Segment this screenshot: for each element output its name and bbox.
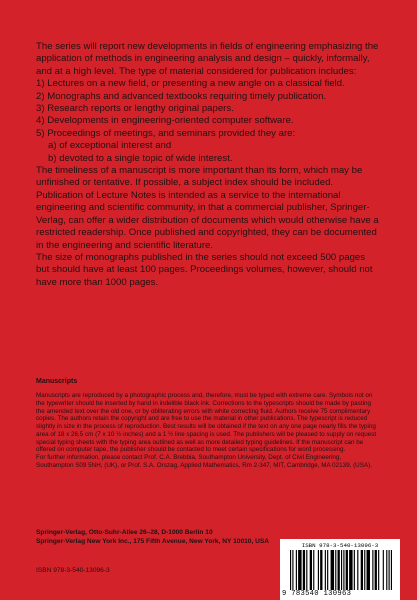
contact-paragraph: For further information, please contact Prof. C.A. Brebbia, Southampton University, Dept. of Civil Engineering, Southampton S09 5NH, (UK), or Prof. S.A. Orszag, Applied Mathematics, Rm 2-347, MIT, Cambridge, MA 02139, (USA). bbox=[36, 454, 372, 469]
address-berlin: Springer-Verlag, Otto-Suhr-Allee 26–28, D-1000 Berlin 10 bbox=[36, 529, 213, 536]
material-types-list bbox=[36, 78, 380, 165]
manuscripts-heading: Manuscripts bbox=[36, 378, 78, 385]
list-item: 2) Monographs and advanced textbooks requiring timely publication. bbox=[36, 90, 327, 102]
barcode-digits: 9 783540 130963 bbox=[282, 590, 352, 598]
list-item: 3) Research reports or lengthy original papers. bbox=[36, 103, 234, 115]
barcode-bars-icon bbox=[290, 550, 392, 592]
barcode-isbn-text: ISBN 978-3-540-13096-3 bbox=[301, 542, 379, 549]
intro-paragraph: The series will report new developments in fields of engineering emphasizing the application of methods in engineering analysis and design – quickly, informally, and at a high level. The type of material considered for publication includes: bbox=[36, 41, 379, 77]
manuscripts-section bbox=[36, 378, 380, 470]
publication-paragraph: Publication of Lecture Notes is intended as a service to the international engineering and scientific community, in that a commercial publisher, Springer-Verlag, can offer a wider distribution of documents which would otherwise have a restricted readership. Once published and copyrighted, they can be documented in the engineering and scientific literature. bbox=[36, 189, 379, 251]
manuscripts-paragraph: Manuscripts are reproduced by a photographic process and, therefore, must be typed with extreme care. Symbols not on the typewriter should be inserted by hand in indelible black ink. Corrections to the typescripts should be made by pasting the amended text over the old one, or by obliterating errors with white correcting fluid. Authors receive 75 complimentary copies. The authors retain the copyright and are free to use the material in other publications. The typescript is reduced slightly in size in the process of reproduction. Best results will be obtained if the text on any one page nearly fills the typing area of 18 x 26.5 cm (7 x 10 ½ inches) and a 1 ½ line spacing is used. The publishers will be pleased to supply on request special typing sheets with the typing area outlined as well as more detailed typing guidelines. If the manuscript can be offered on computer tape, the publisher should be contacted to meet certain specifications for word processing. bbox=[36, 392, 377, 454]
sub-list-item: a) of exceptional interest and bbox=[48, 140, 172, 152]
sub-list-item: b) devoted to a single topic of wide interest. bbox=[48, 152, 233, 164]
size-paragraph: The size of monographs published in the series should not exceed 500 pages but should have at least 100 pages. Proceedings volumes, however, should not have more than 1000 pages. bbox=[36, 251, 373, 288]
address-new-york: Springer-Verlag New York Inc., 175 Fifth Avenue, New York, NY 10010, USA bbox=[36, 538, 270, 545]
list-item: 4) Developments in engineering-oriented computer software. bbox=[36, 115, 294, 127]
list-item: 5) Proceedings of meetings, and seminars provided they are: bbox=[36, 127, 296, 139]
barcode bbox=[280, 539, 400, 600]
timeliness-paragraph: The timeliness of a manuscript is more important than its form, which may be unfinished or tentative. If possible, a subject index should be included. bbox=[36, 165, 363, 189]
isbn-label: ISBN 978-3-540-13096-3 bbox=[36, 567, 110, 574]
list-item: 1) Lectures on a new field, or presenting a new angle on a classical field. bbox=[36, 78, 345, 90]
series-description bbox=[36, 41, 380, 289]
